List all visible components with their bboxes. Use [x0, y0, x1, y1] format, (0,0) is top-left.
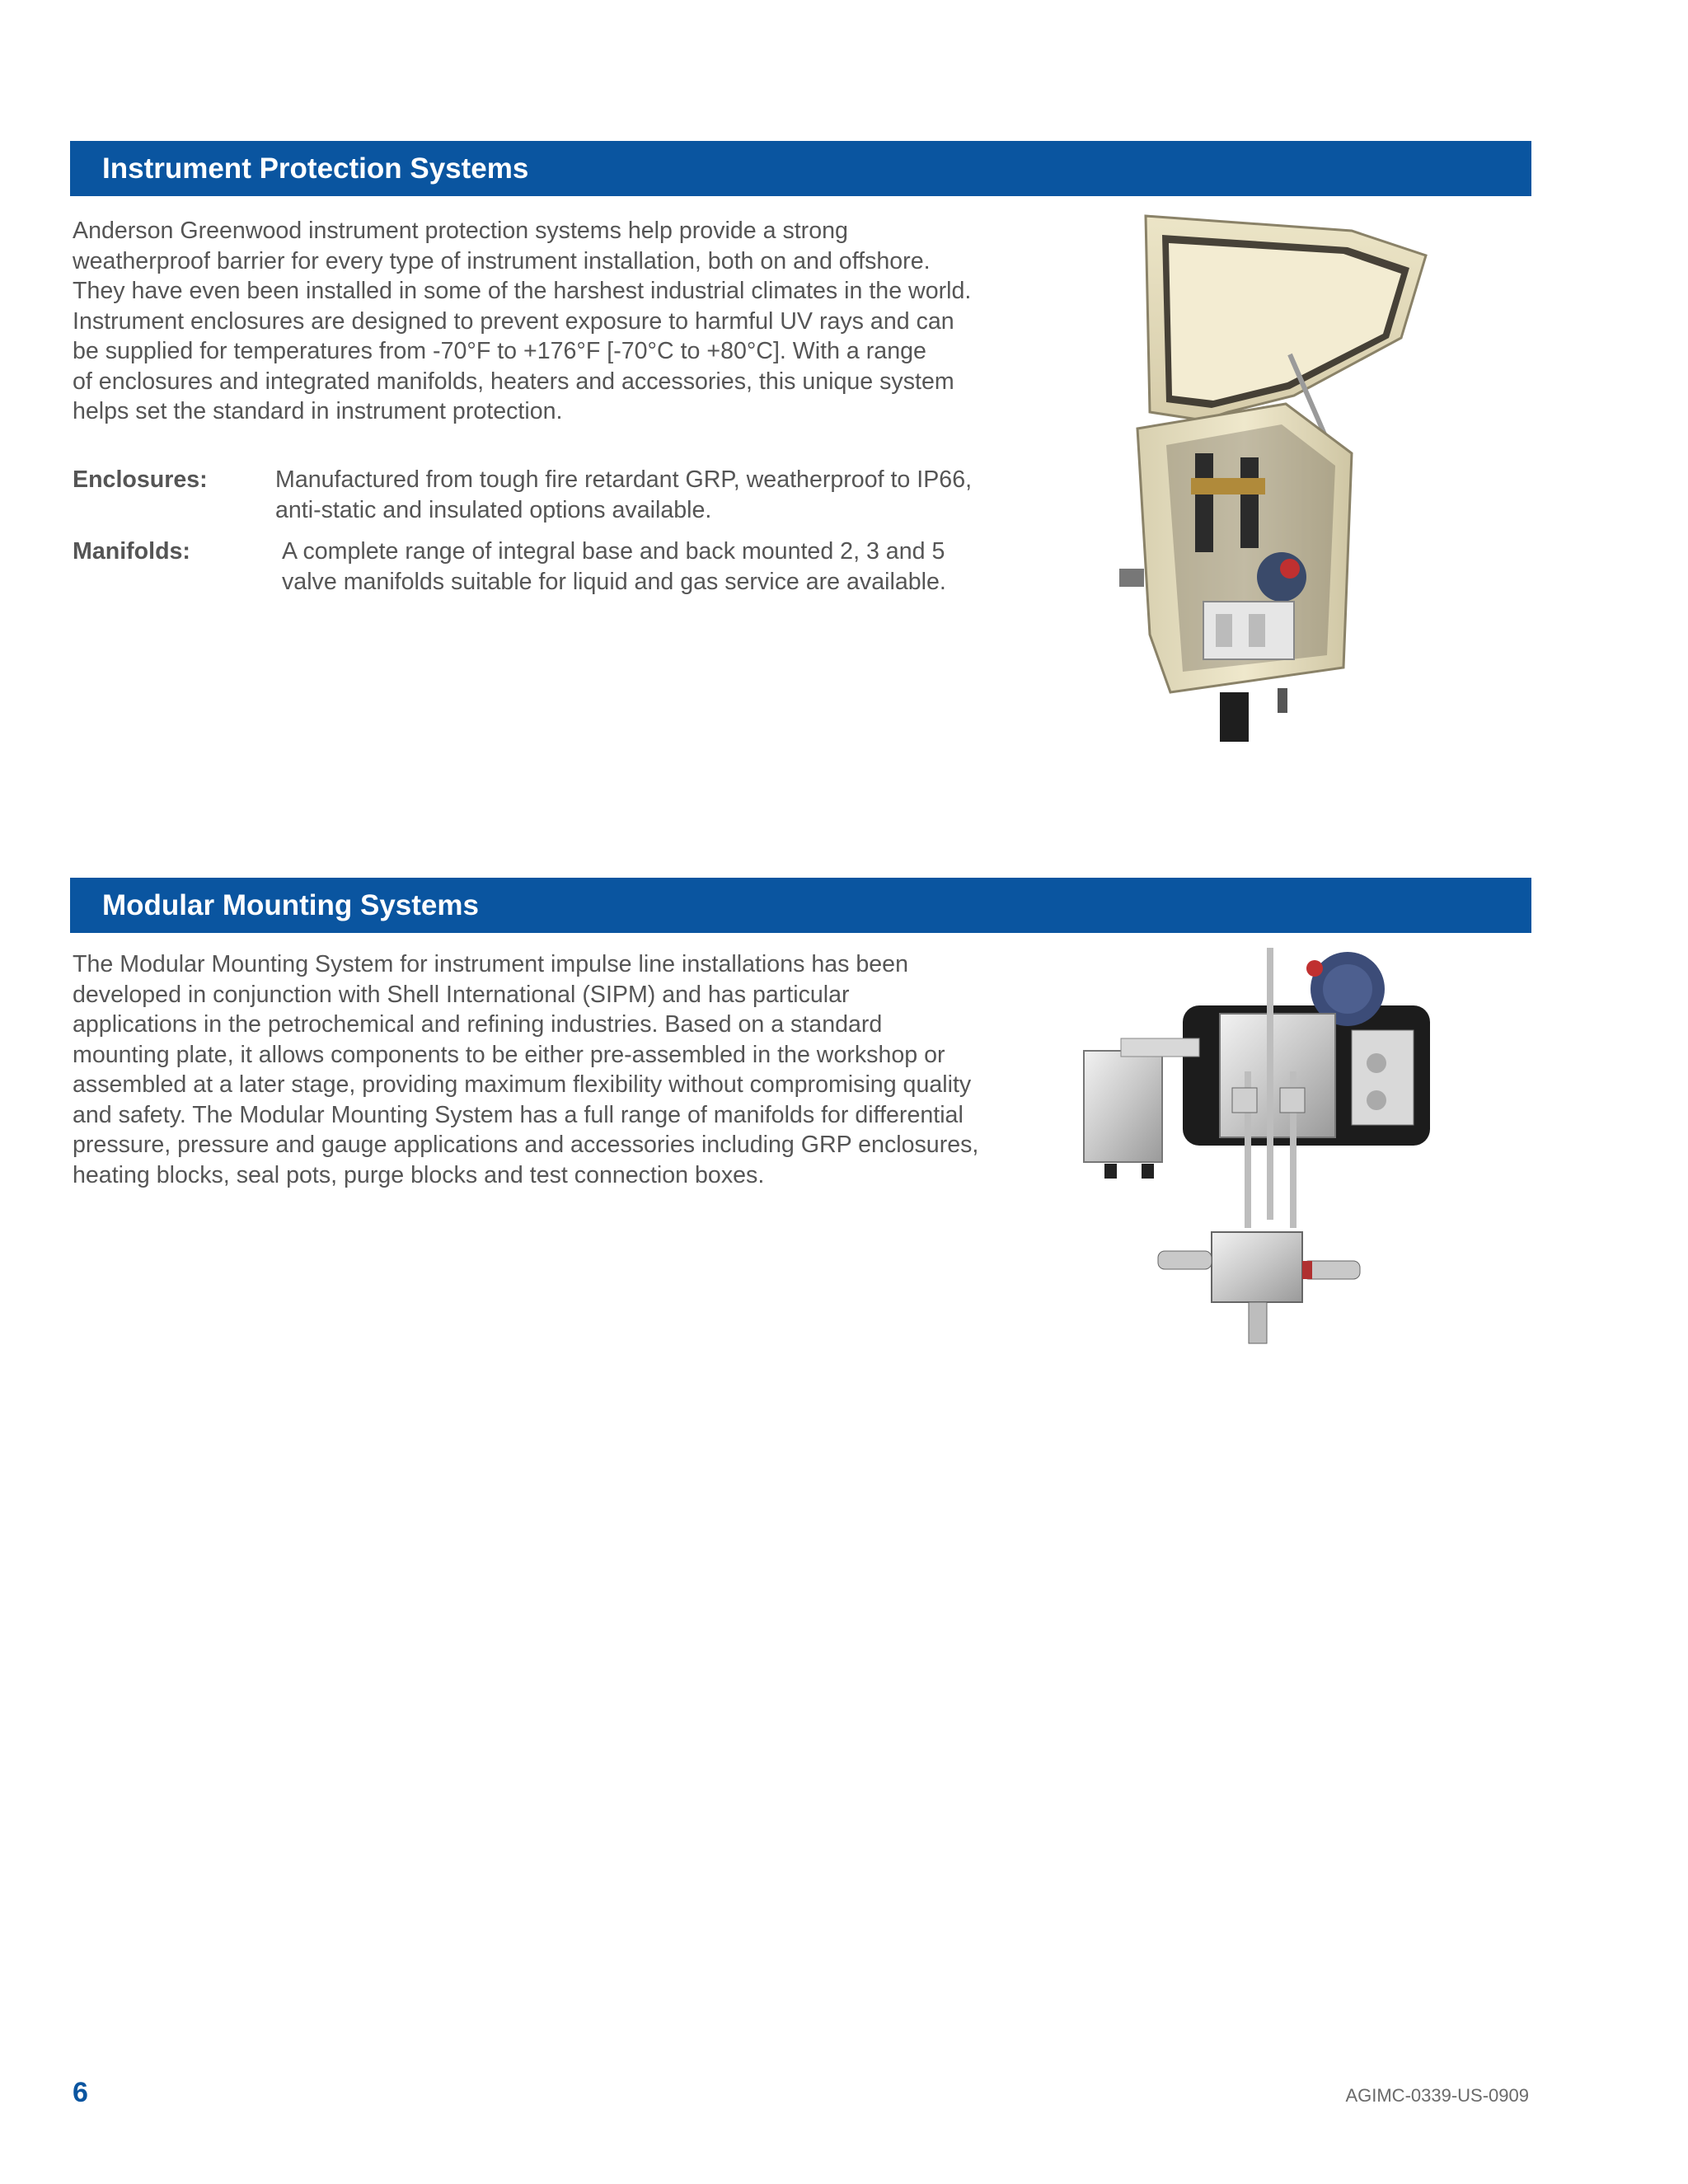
- text-line: The Modular Mounting System for instrument impulse line installations has been: [73, 951, 908, 977]
- section1-paragraph: [73, 216, 1045, 427]
- text-line: anti-static and insulated options available.: [275, 496, 712, 523]
- instrument-enclosure-photo: [1104, 206, 1451, 750]
- text-line: valve manifolds suitable for liquid and gas service are available.: [282, 568, 946, 595]
- definition-term-enclosures: Enclosures:: [73, 466, 208, 493]
- text-line: pressure, pressure and gauge applications and accessories including GRP enclosures,: [73, 1132, 979, 1158]
- text-line: and safety. The Modular Mounting System has a full range of manifolds for differential: [73, 1101, 964, 1128]
- definition-desc-enclosures: [275, 465, 1034, 525]
- section-header-instrument-protection: [70, 141, 1531, 196]
- definition-term-manifolds: Manifolds:: [73, 538, 190, 565]
- text-line: be supplied for temperatures from -70°F to +176°F [-70°C to +80°C]. With a range: [73, 338, 926, 364]
- text-line: helps set the standard in instrument protection.: [73, 398, 563, 424]
- text-line: assembled at a later stage, providing maximum flexibility without compromising quality: [73, 1071, 972, 1098]
- document-code: AGIMC-0339-US-0909: [1345, 2085, 1529, 2106]
- section2-paragraph: [73, 949, 1045, 1190]
- text-line: applications in the petrochemical and refining industries. Based on a standard: [73, 1011, 883, 1038]
- modular-mounting-photo: [1076, 948, 1455, 1352]
- section-title: Modular Mounting Systems: [102, 889, 479, 921]
- text-line: A complete range of integral base and back mounted 2, 3 and 5: [282, 538, 945, 565]
- text-line: weatherproof barrier for every type of instrument installation, both on and offshore.: [73, 247, 931, 274]
- text-line: heating blocks, seal pots, purge blocks and test connection boxes.: [73, 1161, 765, 1188]
- text-line: Instrument enclosures are designed to prevent exposure to harmful UV rays and can: [73, 307, 954, 335]
- text-line: developed in conjunction with Shell International (SIPM) and has particular: [73, 981, 850, 1008]
- text-line: of enclosures and integrated manifolds, heaters and accessories, this unique system: [73, 368, 954, 395]
- text-line: Anderson Greenwood instrument protection systems help provide a strong: [73, 218, 848, 244]
- section-title: Instrument Protection Systems: [102, 152, 529, 185]
- definition-desc-manifolds: [282, 537, 1040, 597]
- section-header-modular-mounting: [70, 878, 1531, 933]
- page-number: 6: [73, 2077, 88, 2108]
- text-line: They have even been installed in some of the harshest industrial climates in the world.: [73, 278, 972, 304]
- text-line: Manufactured from tough fire retardant GRP, weatherproof to IP66,: [275, 466, 973, 493]
- text-line: mounting plate, it allows components to be either pre-assembled in the workshop or: [73, 1041, 945, 1068]
